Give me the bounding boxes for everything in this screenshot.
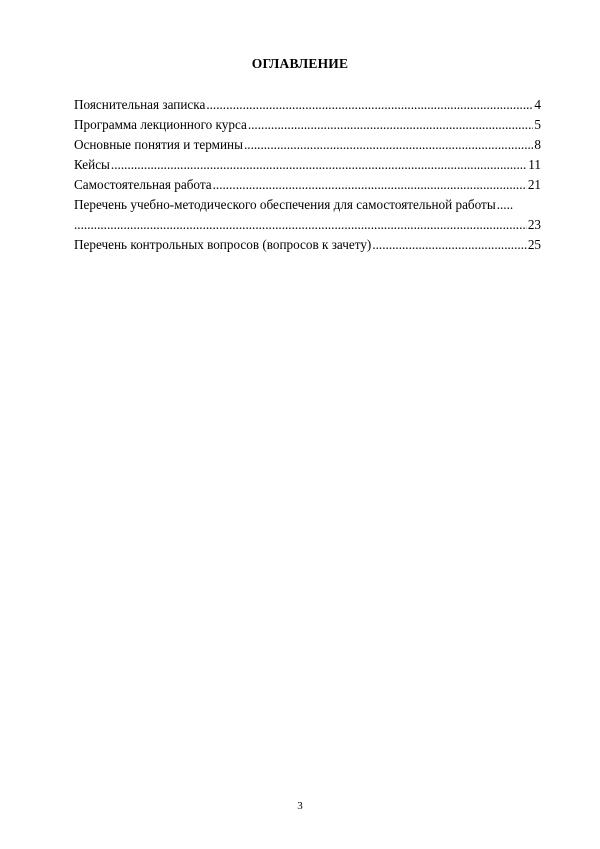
toc-entry-continuation[interactable] [74,215,541,235]
toc-entry-page: 4 [534,97,541,112]
toc-leader [497,195,513,215]
toc-entry[interactable] [74,95,541,115]
toc-entry-label: Перечень учебно-методического обеспечения для самостоятельной работы [74,197,496,212]
toc-entry[interactable] [74,155,541,175]
toc-entry-page: 8 [534,137,541,152]
page-number: 3 [297,800,303,812]
toc-leader [111,155,527,175]
table-of-contents [74,95,541,255]
toc-entry-page: 21 [527,177,541,192]
toc-leader [206,95,533,115]
toc-entry-page: 5 [534,117,541,132]
toc-entry-page: 23 [527,217,541,232]
toc-leader [372,235,526,255]
toc-entry-page: 11 [528,157,541,172]
toc-entry-label: Основные понятия и термины [74,137,243,152]
toc-entry-page: 25 [527,237,541,252]
toc-entry[interactable] [74,235,541,255]
toc-leader [74,215,527,235]
toc-leader [213,175,527,195]
page-title: ОГЛАВЛЕНИЕ [251,56,349,71]
toc-entry[interactable] [74,195,541,215]
toc-leader [248,115,534,135]
toc-entry-label: Пояснительная записка [74,97,206,112]
toc-entry[interactable] [74,175,541,195]
toc-entry[interactable] [74,115,541,135]
toc-entry-label: Программа лекционного курса [74,117,247,132]
toc-entry-label: Самостоятельная работа [74,177,212,192]
toc-leader [244,135,533,155]
toc-entry-label: Кейсы [74,157,110,172]
toc-entry-label: Перечень контрольных вопросов (вопросов к зачету) [74,237,372,252]
toc-entry[interactable] [74,135,541,155]
